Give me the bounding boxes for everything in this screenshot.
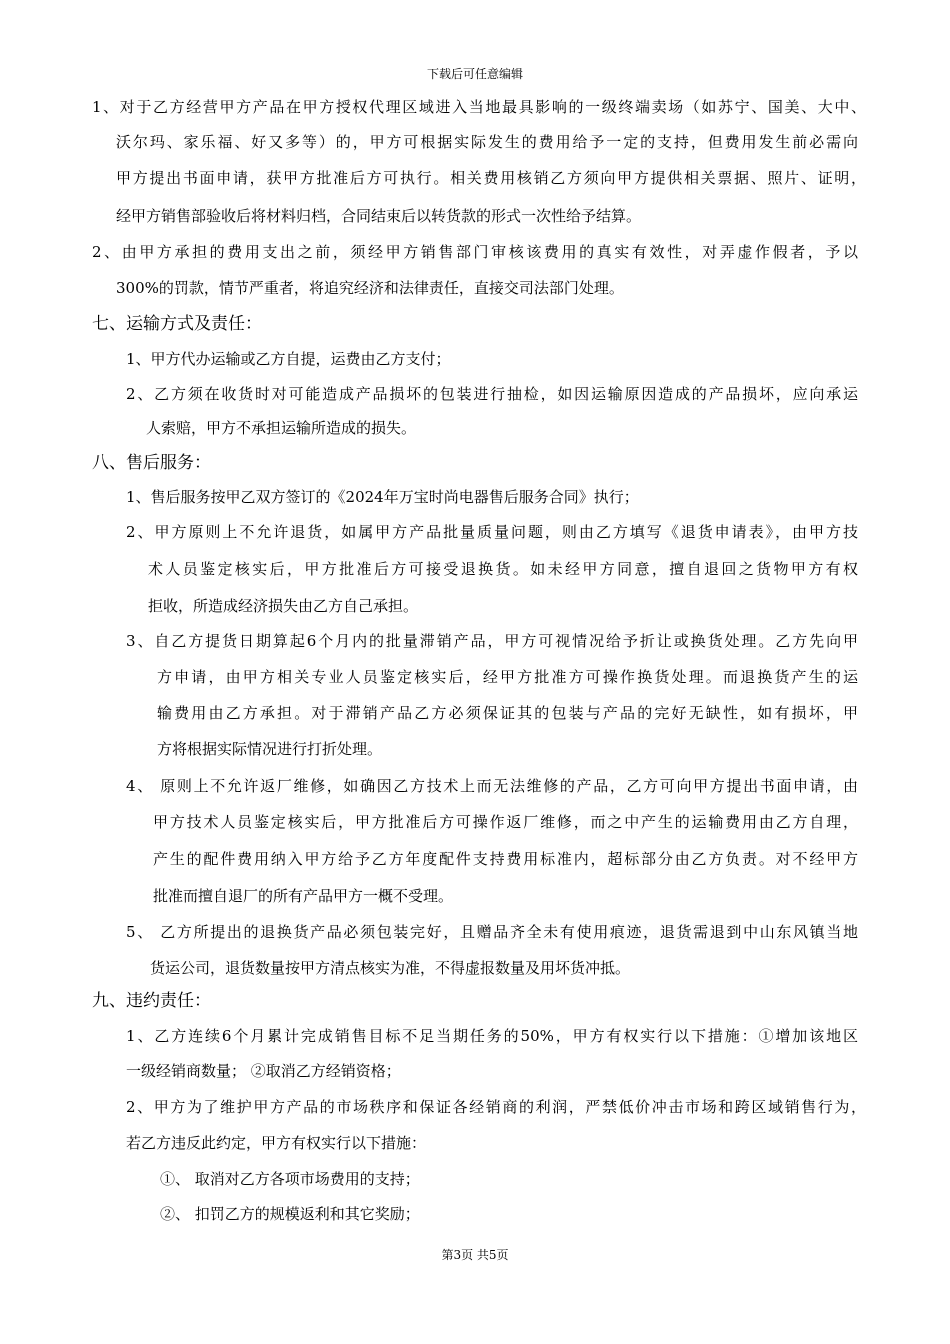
- section-heading: 七、运输方式及责任：: [92, 314, 262, 334]
- section-heading: 九、违约责任：: [92, 991, 211, 1011]
- text-line: 3、自乙方提货日期算起6个月内的批量滞销产品，甲方可视情况给予折让或换货处理。乙方先向甲: [126, 632, 858, 650]
- text-line: 货运公司，退货数量按甲方清点核实为准，不得虚报数量及用坏货冲抵。: [150, 959, 631, 977]
- text-line: 甲方技术人员鉴定核实后，甲方批准后方可操作返厂维修，而之中产生的运输费用由乙方自理，: [153, 813, 858, 831]
- text-line: 2、由甲方承担的费用支出之前，须经甲方销售部门审核该费用的真实有效性，对弄虚作假者，予以: [92, 243, 858, 261]
- text-line: 2、乙方须在收货时对可能造成产品损坏的包装进行抽检，如因运输原因造成的产品损坏，应向承运: [126, 385, 858, 403]
- text-line: 批准而擅自退厂的所有产品甲方一概不受理。: [153, 887, 454, 905]
- text-line: 方申请，由甲方相关专业人员鉴定核实后，经甲方批准方可操作换货处理。而退换货产生的运: [157, 668, 858, 686]
- text-line: 术人员鉴定核实后，甲方批准后方可接受退换货。如未经甲方同意，擅自退回之货物甲方有权: [148, 560, 858, 578]
- page-footer: 第3页 共5页: [441, 1248, 509, 1262]
- text-line: 5、 乙方所提出的退换货产品必须包装完好，且赠品齐全未有使用痕迹，退货需退到中山东风镇当地: [126, 923, 858, 941]
- text-line: 2、甲方为了维护甲方产品的市场秩序和保证各经销商的利润，严禁低价冲击市场和跨区域销售行为，: [126, 1098, 866, 1116]
- text-line: 若乙方违反此约定，甲方有权实行以下措施：: [126, 1134, 427, 1152]
- page-header: 下载后可任意编辑: [426, 67, 523, 81]
- text-line: ①、 取消对乙方各项市场费用的支持；: [160, 1170, 420, 1188]
- text-line: 产生的配件费用纳入甲方给予乙方年度配件支持费用标准内，超标部分由乙方负责。对不经甲方: [153, 850, 858, 868]
- section-heading: 八、售后服务：: [92, 453, 211, 473]
- text-line: 拒收，所造成经济损失由乙方自己承担。: [148, 597, 419, 615]
- text-line: 人索赔，甲方不承担运输所造成的损失。: [146, 419, 417, 437]
- text-line: 1、售后服务按甲乙双方签订的《2024年万宝时尚电器售后服务合同》执行；: [126, 488, 639, 506]
- text-line: 1、对于乙方经营甲方产品在甲方授权代理区域进入当地最具影响的一级终端卖场（如苏宁、国美、大中、: [92, 98, 866, 116]
- text-line: 输费用由乙方承担。对于滞销产品乙方必须保证其的包装与产品的完好无缺性，如有损坏，甲: [157, 704, 858, 722]
- text-line: 1、甲方代办运输或乙方自提，运费由乙方支付；: [126, 350, 451, 368]
- text-line: 方将根据实际情况进行打折处理。: [157, 740, 383, 758]
- text-line: 甲方提出书面申请，获甲方批准后方可执行。相关费用核销乙方须向甲方提供相关票据、照片、证明，: [116, 169, 866, 187]
- text-line: 经甲方销售部验收后将材料归档，合同结束后以转货款的形式一次性给予结算。: [116, 207, 642, 225]
- text-line: 300%的罚款，情节严重者，将追究经济和法律责任，直接交司法部门处理。: [116, 279, 624, 297]
- text-line: 4、 原则上不允许返厂维修，如确因乙方技术上而无法维修的产品，乙方可向甲方提出书面申请，由: [126, 777, 858, 795]
- text-line: ②、 扣罚乙方的规模返利和其它奖励；: [160, 1205, 420, 1223]
- text-line: 沃尔玛、家乐福、好又多等）的，甲方可根据实际发生的费用给予一定的支持，但费用发生前必需向: [116, 133, 858, 151]
- text-line: 一级经销商数量； ②取消乙方经销资格；: [126, 1062, 401, 1080]
- text-line: 1、乙方连续6个月累计完成销售目标不足当期任务的50%，甲方有权实行以下措施：①增加该地区: [126, 1027, 858, 1045]
- text-line: 2、甲方原则上不允许退货，如属甲方产品批量质量问题，则由乙方填写《退货申请表》，由甲方技: [126, 523, 858, 541]
